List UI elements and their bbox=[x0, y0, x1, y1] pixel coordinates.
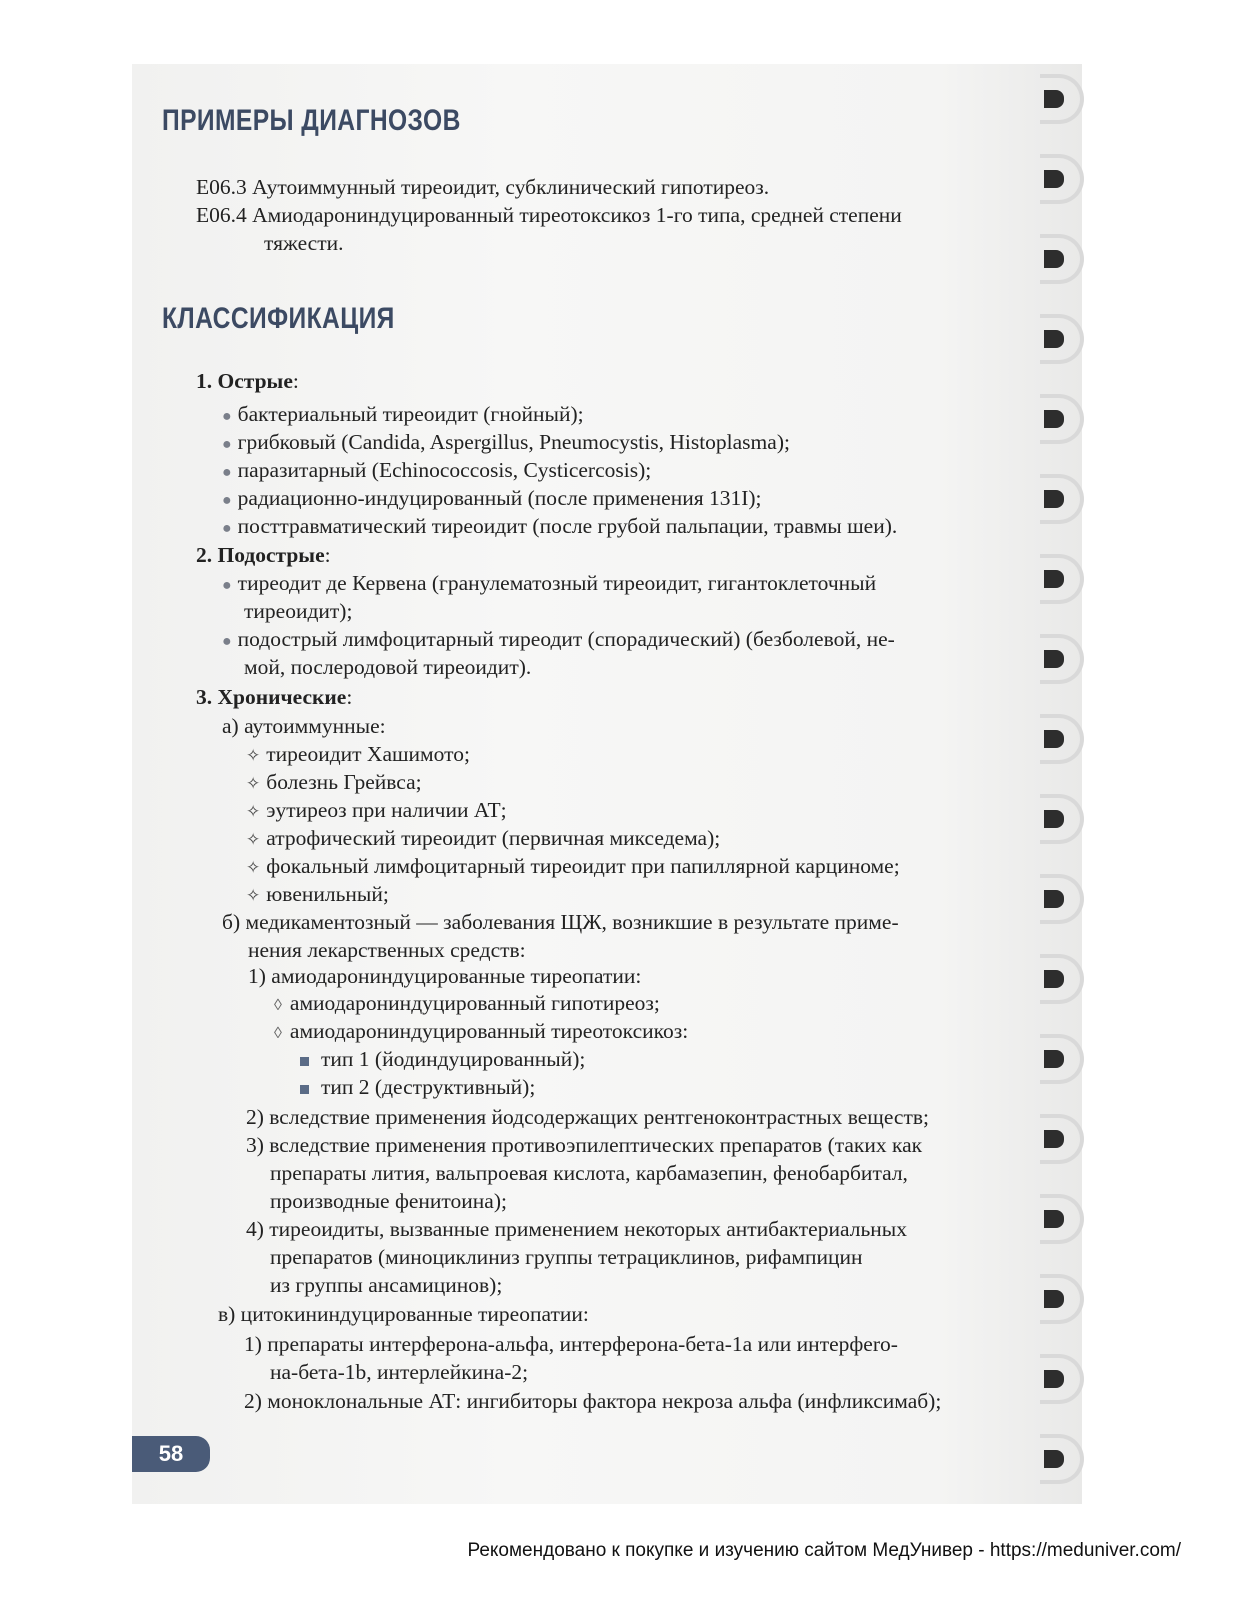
diamond-bullet-icon: ◊ bbox=[274, 1025, 282, 1042]
subsection-cytokine: в) цитокининдуцированные тиреопатии: bbox=[218, 1302, 589, 1326]
spiral-ring bbox=[1040, 154, 1084, 204]
list-item: ● радиационно-индуцированный (после применения 131I); bbox=[222, 486, 762, 510]
list-item-continued: препараты лития, вальпроевая кислота, карбамазепин, фенобарбитал, bbox=[270, 1161, 908, 1185]
page-number: 58 bbox=[132, 1436, 210, 1472]
list-item: ✧ тиреоидит Хашимото; bbox=[246, 742, 470, 766]
list-item: ● грибковый (Candida, Aspergillus, Pneumocystis, Histoplasma); bbox=[222, 430, 790, 454]
list-item-continued: тиреоидит); bbox=[244, 599, 353, 623]
star-bullet-icon: ✧ bbox=[246, 746, 261, 765]
list-item: 3) вследствие применения противоэпилептических препаратов (таких как bbox=[246, 1133, 923, 1157]
spiral-ring bbox=[1040, 1194, 1084, 1244]
section-acute-title: 1. Острые: bbox=[196, 369, 299, 393]
list-item: тип 1 (йодиндуцированный); bbox=[300, 1045, 585, 1073]
list-item: ✧ ювенильный; bbox=[246, 882, 389, 906]
list-item-continued: мой, послеродовой тиреоидит). bbox=[244, 655, 532, 679]
star-bullet-icon: ✧ bbox=[246, 830, 261, 849]
spiral-ring bbox=[1040, 1354, 1084, 1404]
spiral-ring bbox=[1040, 1114, 1084, 1164]
list-item-continued: на-бета-1b, интерлейкина-2; bbox=[270, 1360, 529, 1384]
section-chronic-title: 3. Хронические: bbox=[196, 685, 353, 709]
spiral-ring bbox=[1040, 1434, 1084, 1484]
spiral-ring bbox=[1040, 474, 1084, 524]
star-bullet-icon: ✧ bbox=[246, 802, 261, 821]
square-bullet-icon bbox=[300, 1057, 309, 1066]
spiral-ring bbox=[1040, 634, 1084, 684]
bullet-icon: ● bbox=[222, 408, 232, 425]
list-item: ● посттравматический тиреоидит (после грубой пальпации, травмы шеи). bbox=[222, 514, 898, 538]
list-item: ◊ амиодарониндуцированный тиреотоксикоз: bbox=[274, 1019, 689, 1043]
list-item: 2) моноклональные АТ: ингибиторы фактора некроза альфа (инфликсимаб); bbox=[244, 1389, 942, 1413]
section-subacute-title: 2. Подострые: bbox=[196, 543, 331, 567]
example-line: тяжести. bbox=[264, 231, 344, 255]
subsection-drug-induced-cont: нения лекарственных средств: bbox=[248, 938, 526, 962]
subsection-autoimmune: а) аутоиммунные: bbox=[222, 714, 386, 738]
spiral-ring bbox=[1040, 954, 1084, 1004]
star-bullet-icon: ✧ bbox=[246, 886, 261, 905]
spiral-ring bbox=[1040, 794, 1084, 844]
list-item: ✧ эутиреоз при наличии АТ; bbox=[246, 798, 507, 822]
bullet-icon: ● bbox=[222, 633, 232, 650]
spiral-ring bbox=[1040, 1034, 1084, 1084]
list-item: ● паразитарный (Echinococcosis, Cysticercosis); bbox=[222, 458, 652, 482]
bullet-icon: ● bbox=[222, 436, 232, 453]
spiral-ring bbox=[1040, 874, 1084, 924]
star-bullet-icon: ✧ bbox=[246, 858, 261, 877]
example-line: Е06.4 Амиодарониндуцированный тиреотоксикоз 1-го типа, средней степени bbox=[196, 203, 902, 227]
footer-recommendation: Рекомендовано к покупке и изучению сайтом МедУнивер - https://meduniver.com/ bbox=[467, 1540, 1181, 1561]
list-item: ● бактериальный тиреоидит (гнойный); bbox=[222, 402, 584, 426]
bullet-icon: ● bbox=[222, 464, 232, 481]
list-item-continued: препаратов (миноциклиниз группы тетрациклинов, рифампицин bbox=[270, 1245, 863, 1269]
spiral-ring bbox=[1040, 394, 1084, 444]
list-item: 1) амиодарониндуцированные тиреопатии: bbox=[248, 964, 642, 988]
heading-classification: КЛАССИФИКАЦИЯ bbox=[162, 302, 395, 335]
list-item: 1) препараты интерферона-альфа, интерферона-бета-1а или интерфero- bbox=[244, 1332, 898, 1356]
heading-diagnosis-examples: ПРИМЕРЫ ДИАГНОЗОВ bbox=[162, 104, 461, 137]
list-item: ◊ амиодарониндуцированный гипотиреоз; bbox=[274, 991, 660, 1015]
list-item: ✧ атрофический тиреоидит (первичная микседема); bbox=[246, 826, 721, 850]
list-item: ● подострый лимфоцитарный тиреодит (спорадический) (безболевой, не- bbox=[222, 627, 895, 651]
list-item-continued: из группы ансамицинов); bbox=[270, 1273, 503, 1297]
spiral-binding bbox=[1040, 64, 1088, 1504]
spiral-ring bbox=[1040, 554, 1084, 604]
list-item: ✧ болезнь Грейвса; bbox=[246, 770, 422, 794]
spiral-ring bbox=[1040, 314, 1084, 364]
spiral-ring bbox=[1040, 714, 1084, 764]
list-item: ● тиреодит де Кервена (гранулематозный тиреоидит, гигантоклеточный bbox=[222, 571, 877, 595]
bullet-icon: ● bbox=[222, 492, 232, 509]
example-line: Е06.3 Аутоиммунный тиреоидит, субклинический гипотиреоз. bbox=[196, 175, 770, 199]
star-bullet-icon: ✧ bbox=[246, 774, 261, 793]
spiral-ring bbox=[1040, 1274, 1084, 1324]
list-item: 2) вследствие применения йодсодержащих рентгеноконтрастных веществ; bbox=[246, 1105, 929, 1129]
bullet-icon: ● bbox=[222, 520, 232, 537]
list-item: ✧ фокальный лимфоцитарный тиреоидит при папиллярной карциноме; bbox=[246, 854, 900, 878]
list-item: 4) тиреоидиты, вызванные применением некоторых антибактериальных bbox=[246, 1217, 907, 1241]
list-item-continued: производные фенитоина); bbox=[270, 1189, 507, 1213]
spiral-ring bbox=[1040, 234, 1084, 284]
diamond-bullet-icon: ◊ bbox=[274, 997, 282, 1014]
bullet-icon: ● bbox=[222, 577, 232, 594]
subsection-drug-induced: б) медикаментозный — заболевания ЩЖ, возникшие в результате приме- bbox=[222, 910, 899, 934]
spiral-ring bbox=[1040, 74, 1084, 124]
square-bullet-icon bbox=[300, 1085, 309, 1094]
list-item: тип 2 (деструктивный); bbox=[300, 1073, 535, 1101]
